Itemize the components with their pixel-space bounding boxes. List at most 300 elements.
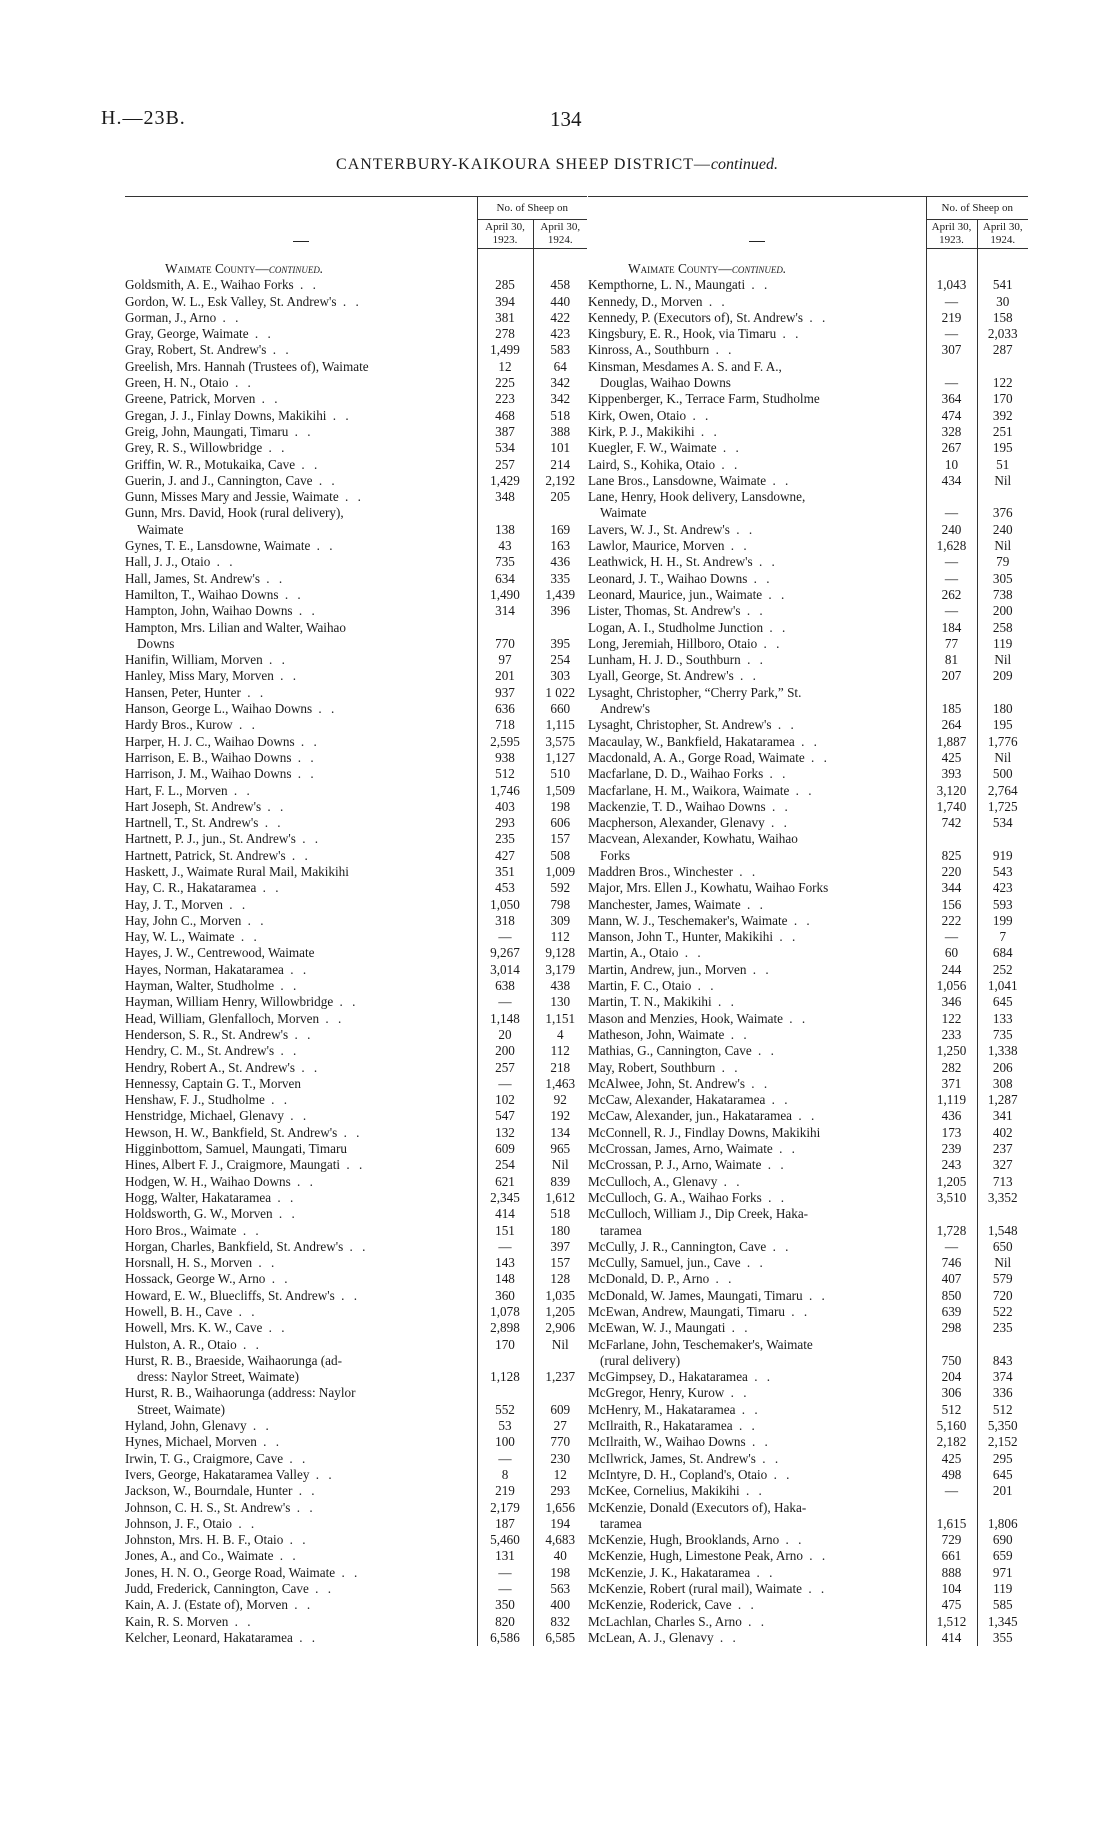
sheep-count-1923: 638 xyxy=(477,978,533,994)
sheep-count-1924: 534 xyxy=(992,815,1013,831)
sheep-count-1924: 119 xyxy=(993,1581,1013,1597)
owner-name xyxy=(588,1239,926,1255)
owner-name-text: Henshaw, F. J., Studholme xyxy=(125,1092,265,1108)
dot-leader: . . xyxy=(312,472,338,488)
sheep-count-1923: 453 xyxy=(477,880,533,896)
sheep-count-1923: 143 xyxy=(477,1255,533,1271)
sheep-count-1923: 314 xyxy=(477,603,533,619)
table-row xyxy=(125,1174,587,1190)
owner-name-text: Mason and Menzies, Hook, Waimate xyxy=(588,1010,783,1026)
dot-leader: . . xyxy=(259,570,286,586)
sheep-count-1924: 180 xyxy=(550,1222,571,1238)
sheep-count-1923: 278 xyxy=(477,326,533,342)
owner-name xyxy=(125,408,477,424)
table-row xyxy=(588,1500,1028,1533)
sheep-count-1923: 636 xyxy=(477,701,533,717)
owner-name-text: McLean, A. J., Glenavy xyxy=(588,1629,714,1645)
owner-name-continuation: Waimate xyxy=(137,521,184,537)
owner-name xyxy=(588,1271,926,1287)
owner-name-continuation: taramea xyxy=(600,1222,642,1238)
year-1924-header: April 30, 1924. xyxy=(533,220,587,249)
table-row xyxy=(588,1076,1028,1092)
owner-name-text: Hulston, A. R., Otaio xyxy=(125,1336,237,1352)
owner-name-text: Head, William, Glenfalloch, Morven xyxy=(125,1010,320,1026)
owner-name-text: Hampton, Mrs. Lilian and Walter, Waihao xyxy=(125,619,346,635)
sheep-count-1923: 318 xyxy=(477,913,533,929)
table-row xyxy=(125,685,587,701)
sheep-count-1923: 344 xyxy=(926,880,977,896)
table-row xyxy=(588,457,1028,473)
owner-name-text: Hay, W. L., Waimate xyxy=(125,929,235,945)
owner-name-text: Gregan, J. J., Finlay Downs, Makikihi xyxy=(125,407,327,423)
section-heading xyxy=(588,261,926,277)
sheep-count-1924: 293 xyxy=(550,1483,571,1499)
sheep-count-1923: 293 xyxy=(477,815,533,831)
dot-leader: . . xyxy=(776,326,802,342)
sheep-count-1924: 2,033 xyxy=(987,326,1018,342)
owner-name xyxy=(125,848,477,864)
sheep-count-1924: 3,179 xyxy=(545,961,576,977)
sheep-count-1923: 1,499 xyxy=(477,342,533,358)
dot-leader: . . xyxy=(740,652,766,668)
table-row xyxy=(588,1174,1028,1190)
sheep-count-1924: 690 xyxy=(992,1532,1013,1548)
owner-name-text: McHenry, M., Hakataramea xyxy=(588,1401,736,1417)
sheep-count-1924: 423 xyxy=(992,880,1013,896)
sheep-count-1924: 64 xyxy=(553,358,567,374)
owner-name xyxy=(125,375,477,391)
sheep-count-1923: — xyxy=(926,294,977,310)
table-row xyxy=(125,831,587,847)
sheep-count-1923: 364 xyxy=(926,391,977,407)
owner-name xyxy=(588,1141,926,1157)
table-row xyxy=(588,766,1028,782)
owner-name xyxy=(588,880,926,896)
sheep-count-1923: 639 xyxy=(926,1304,977,1320)
table-row xyxy=(125,799,587,815)
owner-name xyxy=(125,489,477,505)
sheep-count-1923: 1,050 xyxy=(477,897,533,913)
table-row xyxy=(588,1206,1028,1239)
sheep-count-1923: 257 xyxy=(477,1060,533,1076)
owner-name xyxy=(588,440,926,456)
sheep-count-1923: 132 xyxy=(477,1125,533,1141)
owner-name xyxy=(588,1157,926,1173)
owner-name xyxy=(125,1467,477,1483)
owner-name-text: Matheson, John, Waimate xyxy=(588,1026,725,1042)
owner-name-text: Jackson, W., Bourndale, Hunter xyxy=(125,1483,293,1499)
left-column xyxy=(125,196,587,1646)
dot-leader: . . xyxy=(271,1189,297,1205)
table-row xyxy=(125,1092,587,1108)
owner-name-text: Jones, H. N. O., George Road, Waimate xyxy=(125,1564,336,1580)
sheep-count-1924: 1,548 xyxy=(987,1222,1018,1238)
table-row xyxy=(125,1108,587,1124)
sheep-count-1924: 2,192 xyxy=(545,472,576,488)
sheep-count-1924: 1,463 xyxy=(545,1075,576,1091)
owner-name-text: Lawlor, Maurice, Morven xyxy=(588,538,725,554)
dot-leader: . . xyxy=(678,945,704,961)
dot-leader: . . xyxy=(292,603,318,619)
owner-name xyxy=(125,440,477,456)
owner-name xyxy=(588,734,926,750)
owner-name xyxy=(125,945,477,961)
dot-leader: . . xyxy=(741,1613,768,1629)
sheep-count-1924: 130 xyxy=(550,994,571,1010)
sheep-count-1924: 965 xyxy=(550,1141,571,1157)
owner-name xyxy=(588,1614,926,1630)
sheep-count-1924: 237 xyxy=(992,1141,1013,1157)
owner-name-text: McIlraith, R., Hakataramea xyxy=(588,1418,733,1434)
table-row xyxy=(125,1597,587,1613)
owner-name xyxy=(125,701,477,717)
dot-leader: . . xyxy=(691,978,717,994)
sheep-count-1923: 81 xyxy=(926,652,977,668)
owner-name-text: Leonard, Maurice, jun., Waimate xyxy=(588,586,763,602)
dot-leader: . . xyxy=(241,912,267,928)
sheep-count-1923: 825 xyxy=(926,831,977,864)
sheep-count-1924: 1,345 xyxy=(987,1613,1018,1629)
table-row xyxy=(588,1043,1028,1059)
owner-name-continuation: Andrew's xyxy=(600,701,650,717)
owner-name-text: Lane Bros., Lansdowne, Waimate xyxy=(588,472,767,488)
sheep-count-1923: 219 xyxy=(477,1483,533,1499)
sheep-count-1923: 850 xyxy=(926,1288,977,1304)
table-row xyxy=(588,473,1028,489)
sheep-count-1924: 128 xyxy=(550,1271,571,1287)
table-row xyxy=(588,1092,1028,1108)
table-row xyxy=(125,815,587,831)
sheep-count-1923: 3,014 xyxy=(477,962,533,978)
table-row xyxy=(588,1304,1028,1320)
sheep-count-1924: 660 xyxy=(550,701,571,717)
sheep-count-1924: 258 xyxy=(992,619,1013,635)
owner-name xyxy=(125,750,477,766)
owner-name xyxy=(125,880,477,896)
table-row xyxy=(588,636,1028,652)
sheep-count-1923: 151 xyxy=(477,1223,533,1239)
table-row xyxy=(125,734,587,750)
sheep-count-1923: 6,586 xyxy=(477,1630,533,1646)
sheep-count-1924: 436 xyxy=(550,554,571,570)
sheep-count-1923: 2,345 xyxy=(477,1190,533,1206)
dot-leader: . . xyxy=(733,668,759,684)
dot-leader: . . xyxy=(295,456,321,472)
owner-name-text: Macaulay, W., Bankfield, Hakataramea xyxy=(588,733,795,749)
dot-leader: . . xyxy=(283,1532,309,1548)
table-row xyxy=(125,342,587,358)
owner-name xyxy=(588,1630,926,1646)
sheep-count-1924: 579 xyxy=(992,1271,1013,1287)
sheep-count-1924: 3,575 xyxy=(545,733,576,749)
sheep-count-1924: 230 xyxy=(550,1450,571,1466)
sheep-count-1923: 381 xyxy=(477,310,533,326)
owner-name xyxy=(125,1548,477,1564)
owner-name xyxy=(125,1304,477,1320)
owner-name-text: Harper, H. J. C., Waihao Downs xyxy=(125,733,295,749)
table-row xyxy=(588,489,1028,522)
owner-name xyxy=(125,1060,477,1076)
sheep-count-1923: 1,119 xyxy=(926,1092,977,1108)
owner-name-text: Macvean, Alexander, Kowhatu, Waihao xyxy=(588,831,798,847)
dot-leader: . . xyxy=(265,1271,291,1287)
dot-leader: . . xyxy=(792,1108,818,1124)
table-row xyxy=(125,359,587,375)
sheep-count-1924: 396 xyxy=(550,603,571,619)
owner-name xyxy=(588,897,926,913)
table-row xyxy=(125,1304,587,1320)
owner-name xyxy=(588,1467,926,1483)
section-heading-continued: continued. xyxy=(268,261,324,276)
table-row xyxy=(125,652,587,668)
sheep-count-1923: 820 xyxy=(477,1614,533,1630)
sheep-count-1923: 2,182 xyxy=(926,1434,977,1450)
dot-leader: . . xyxy=(765,798,791,814)
dot-leader: . . xyxy=(755,1450,782,1466)
table-row xyxy=(588,1255,1028,1271)
sheep-count-1924: 342 xyxy=(550,391,571,407)
sheep-count-1923: 3,120 xyxy=(926,783,977,799)
dot-leader: . . xyxy=(262,652,288,668)
dot-leader: . . xyxy=(724,538,750,554)
owner-name xyxy=(125,1483,477,1499)
owner-name-text: Kempthorne, L. N., Maungati xyxy=(588,277,746,293)
sheep-count-1923: — xyxy=(477,929,533,945)
dot-leader: . . xyxy=(283,961,310,977)
sheep-count-1924: 4,683 xyxy=(545,1532,576,1548)
owner-name xyxy=(125,587,477,603)
sheep-count-1924: 650 xyxy=(992,1238,1013,1254)
table-row xyxy=(588,799,1028,815)
owner-name xyxy=(125,1500,477,1516)
table-row xyxy=(125,1060,587,1076)
sheep-count-1923: 547 xyxy=(477,1108,533,1124)
sheep-count-1923: 414 xyxy=(477,1206,533,1222)
owner-name xyxy=(125,783,477,799)
owner-name-text: Green, H. N., Otaio xyxy=(125,375,229,391)
owner-name-text: McKenzie, Donald (Executors of), Haka- xyxy=(588,1499,807,1515)
dot-leader: . . xyxy=(312,701,338,717)
sheep-count-1923: 5,160 xyxy=(926,1418,977,1434)
dot-leader: . . xyxy=(210,554,236,570)
owner-name-text: Hay, C. R., Hakataramea xyxy=(125,880,257,896)
dot-leader: . . xyxy=(291,766,317,782)
sheep-count-1924: 119 xyxy=(993,635,1013,651)
table-row xyxy=(588,391,1028,407)
table-row xyxy=(125,864,587,880)
dot-leader: . . xyxy=(767,1466,793,1482)
owner-name xyxy=(588,1337,926,1370)
sheep-count-1924: Nil xyxy=(551,1336,569,1352)
owner-name-text: Hynes, Michael, Morven xyxy=(125,1434,257,1450)
sheep-count-1924: 158 xyxy=(992,309,1013,325)
owner-name xyxy=(588,342,926,358)
owner-name xyxy=(125,457,477,473)
sheep-count-1924: 218 xyxy=(550,1059,571,1075)
table-row xyxy=(588,1467,1028,1483)
sheep-count-1923: — xyxy=(477,1451,533,1467)
owner-name xyxy=(588,1451,926,1467)
sheep-count-1924: 92 xyxy=(553,1092,567,1108)
sheep-count-1923: 235 xyxy=(477,831,533,847)
sheep-count-1923: 9,267 xyxy=(477,945,533,961)
sheep-count-1923: — xyxy=(926,359,977,392)
table-row xyxy=(125,1548,587,1564)
sheep-count-1923: 138 xyxy=(477,505,533,538)
table-row xyxy=(588,1565,1028,1581)
owner-name-text: Leonard, J. T., Waihao Downs xyxy=(588,570,748,586)
owner-name xyxy=(588,1532,926,1548)
owner-name-text: McIntyre, D. H., Copland's, Otaio xyxy=(588,1466,768,1482)
owner-name xyxy=(125,1320,477,1336)
dot-leader: . . xyxy=(702,293,728,309)
sheep-count-1923: 427 xyxy=(477,848,533,864)
table-row xyxy=(125,766,587,782)
dot-leader: . . xyxy=(746,961,772,977)
sheep-count-1923: — xyxy=(477,1076,533,1092)
sheep-count-1923: 282 xyxy=(926,1060,977,1076)
sheep-count-1924: 3,352 xyxy=(987,1189,1018,1205)
owner-name-text: Judd, Frederick, Cannington, Cave xyxy=(125,1581,309,1597)
sheep-count-1923: 750 xyxy=(926,1337,977,1370)
table-row xyxy=(125,1451,587,1467)
owner-name-text: Guerin, J. and J., Cannington, Cave xyxy=(125,472,313,488)
table-row xyxy=(125,1190,587,1206)
owner-name-text: Hartnett, P. J., jun., St. Andrew's xyxy=(125,831,296,847)
sheep-count-1924: 51 xyxy=(996,456,1010,472)
owner-name-text: Hart, F. L., Morven xyxy=(125,782,228,798)
sheep-count-1924: 112 xyxy=(550,1043,570,1059)
sheep-count-1924: 209 xyxy=(992,668,1013,684)
dot-leader: . . xyxy=(336,293,362,309)
table-row xyxy=(588,587,1028,603)
sheep-count-1923: — xyxy=(926,489,977,522)
dot-leader: . . xyxy=(724,1026,750,1042)
sheep-count-1923: 207 xyxy=(926,668,977,684)
owner-name xyxy=(125,1125,477,1141)
owner-name xyxy=(588,962,926,978)
owner-name-text: McKenzie, J. K., Hakataramea xyxy=(588,1564,751,1580)
table-row xyxy=(588,815,1028,831)
dot-leader: . . xyxy=(802,1581,828,1597)
sheep-group-header: No. of Sheep on xyxy=(477,197,587,220)
dot-leader: . . xyxy=(288,1026,314,1042)
owner-name-text: Logan, A. I., Studholme Junction xyxy=(588,619,764,635)
sheep-count-1924: 40 xyxy=(553,1548,567,1564)
owner-name-text: Kennedy, D., Morven xyxy=(588,293,703,309)
sheep-count-1923: 8 xyxy=(477,1467,533,1483)
dot-leader: . . xyxy=(333,994,359,1010)
sheep-count-1924: 645 xyxy=(992,1466,1013,1482)
owner-name xyxy=(125,1581,477,1597)
table-row xyxy=(125,505,587,538)
sheep-group-header: No. of Sheep on xyxy=(926,197,1028,220)
table-row xyxy=(588,962,1028,978)
owner-name xyxy=(588,424,926,440)
owner-name-text: Hardy Bros., Kurow xyxy=(125,717,233,733)
sheep-count-1924: 235 xyxy=(992,1320,1013,1336)
owner-name xyxy=(125,1011,477,1027)
table-row xyxy=(588,685,1028,718)
dot-leader: . . xyxy=(246,1418,272,1434)
table-row xyxy=(125,473,587,489)
dot-leader: . . xyxy=(761,1189,787,1205)
sheep-count-1923: 403 xyxy=(477,799,533,815)
table-row xyxy=(125,538,587,554)
dot-leader: . . xyxy=(747,1369,774,1385)
owner-name-text: Maddren Bros., Winchester xyxy=(588,863,733,879)
owner-name-text: Lysaght, Christopher, “Cherry Park,” St. xyxy=(588,684,802,700)
owner-name-text: Ivers, George, Hakataramea Valley xyxy=(125,1466,310,1482)
sheep-count-1924: 206 xyxy=(992,1059,1013,1075)
sheep-count-1923: 185 xyxy=(926,685,977,718)
owner-name-text: Hartnett, Patrick, St. Andrew's xyxy=(125,847,286,863)
table-row xyxy=(125,1027,587,1043)
table-row xyxy=(125,1418,587,1434)
dot-leader: . . xyxy=(763,766,789,782)
sheep-count-1923: 1,056 xyxy=(926,978,977,994)
owner-name-text: Johnston, Mrs. H. B. F., Otaio xyxy=(125,1532,284,1548)
table-row xyxy=(125,620,587,653)
sheep-count-1923: 770 xyxy=(477,620,533,653)
sheep-count-1924: 2,764 xyxy=(987,782,1018,798)
owner-name-text: Macfarlane, H. M., Waikora, Waimate xyxy=(588,782,790,798)
sheep-count-1923: 735 xyxy=(477,554,533,570)
dot-leader: . . xyxy=(291,749,317,765)
owner-name xyxy=(588,750,926,766)
owner-name xyxy=(588,815,926,831)
owner-name-text: Kippenberger, K., Terrace Farm, Studholme xyxy=(588,391,820,407)
sheep-count-1923: 937 xyxy=(477,685,533,701)
owner-name-text: Johnson, C. H. S., St. Andrew's xyxy=(125,1499,291,1515)
dot-leader: . . xyxy=(255,391,281,407)
sheep-count-1923: — xyxy=(926,929,977,945)
sheep-count-1923: 434 xyxy=(926,473,977,489)
sheep-count-1923: 233 xyxy=(926,1027,977,1043)
sheep-count-1924: 192 xyxy=(550,1108,571,1124)
sheep-count-1923: 187 xyxy=(477,1516,533,1532)
owner-name xyxy=(125,1271,477,1287)
dot-leader: . . xyxy=(294,733,320,749)
table-row xyxy=(125,1630,587,1646)
sheep-count-1923: 220 xyxy=(926,864,977,880)
dot-leader: . . xyxy=(740,1255,766,1271)
sheep-count-1924: 341 xyxy=(992,1108,1013,1124)
owner-name xyxy=(588,1434,926,1450)
owner-name-text: Hart Joseph, St. Andrew's xyxy=(125,798,262,814)
owner-name-text: Lunham, H. J. D., Southburn xyxy=(588,652,741,668)
table-row xyxy=(125,897,587,913)
owner-name xyxy=(588,945,926,961)
owner-name-text: Leathwick, H. H., St. Andrew's xyxy=(588,554,753,570)
sheep-count-1924: 1,776 xyxy=(987,733,1018,749)
sheep-count-1924: 101 xyxy=(550,440,571,456)
owner-name xyxy=(588,1076,926,1092)
owner-name xyxy=(125,1092,477,1108)
owner-name xyxy=(588,277,926,293)
sheep-count-1924: 157 xyxy=(550,1255,571,1271)
sheep-count-1923: 173 xyxy=(926,1125,977,1141)
dot-leader: . . xyxy=(686,407,712,423)
owner-name-text: Macdonald, A. A., Gorge Road, Waimate xyxy=(588,749,805,765)
owner-name xyxy=(125,978,477,994)
table-row xyxy=(125,489,587,505)
table-row xyxy=(125,717,587,733)
sheep-count-1924: 592 xyxy=(550,880,571,896)
owner-name-text: Hampton, John, Waihao Downs xyxy=(125,603,293,619)
dot-leader: . . xyxy=(771,717,797,733)
table-row xyxy=(588,277,1028,293)
